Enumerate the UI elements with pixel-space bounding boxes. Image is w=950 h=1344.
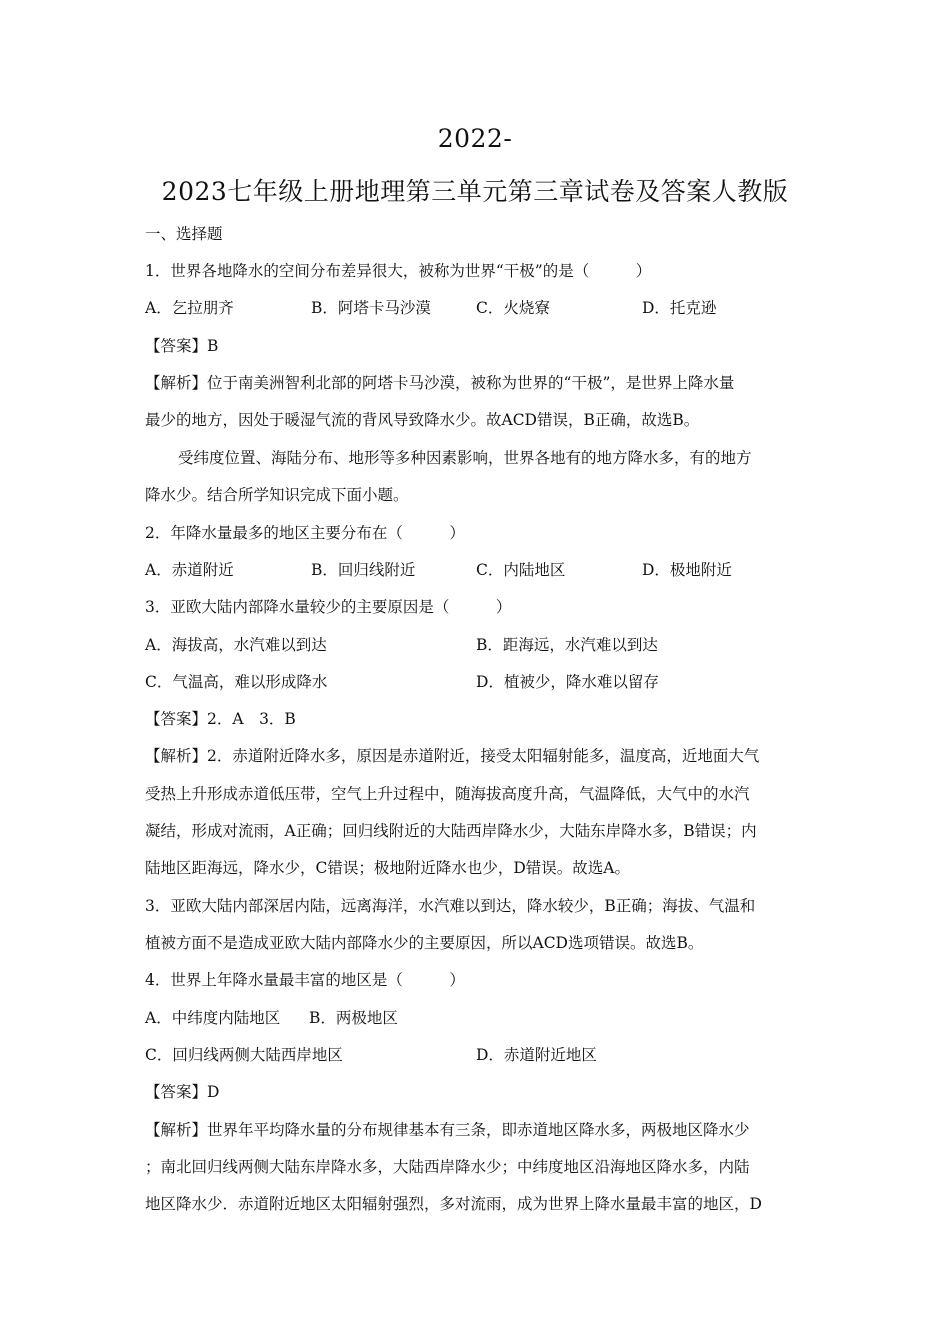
q2-option-b: B．回归线附近 bbox=[311, 561, 416, 579]
q4-option-a: A．中纬度内陆地区 bbox=[145, 1009, 281, 1027]
q2-explanation bbox=[145, 746, 810, 766]
explanation-tag: 【解析】 bbox=[145, 747, 208, 765]
q2-option-c: C．内陆地区 bbox=[476, 561, 566, 579]
q4-option-b: B．两极地区 bbox=[309, 1009, 398, 1027]
q1-explanation-line2: 最少的地方，因处于暖湿气流的背风导致降水少。故ACD错误，B正确，故选B。 bbox=[145, 411, 700, 429]
explanation-text: 2．赤道附近降水多，原因是赤道附近，接受太阳辐射能多，温度高，近地面大气 bbox=[207, 747, 760, 765]
q3-option-c: C．气温高，难以形成降水 bbox=[145, 673, 328, 691]
answer-text: 2．A 3．B bbox=[207, 710, 296, 728]
answer-tag: 【答案】 bbox=[145, 337, 208, 355]
q1-explanation bbox=[145, 373, 810, 393]
answer-text: B bbox=[207, 337, 219, 355]
doc-title-line1: 2022- bbox=[437, 124, 513, 153]
q4-explanation bbox=[145, 1120, 810, 1140]
q1-option-b: B．阿塔卡马沙漠 bbox=[311, 299, 431, 317]
q3-option-d: D．植被少，降水难以留存 bbox=[476, 673, 659, 691]
explanation-text: 位于南美洲智利北部的阿塔卡马沙漠，被称为世界的“干极”，是世界上降水量 bbox=[207, 374, 735, 392]
doc-title-line2: 2023七年级上册地理第三单元第三章试卷及答案人教版 bbox=[161, 177, 789, 206]
q4-explanation-line3: 地区降水少．赤道附近地区太阳辐射强烈，多对流雨，成为世界上降水量最丰富的地区，D bbox=[145, 1195, 762, 1213]
answer-text: D bbox=[207, 1083, 220, 1101]
section-heading: 一、选择题 bbox=[145, 225, 223, 243]
q2-option-a: A．赤道附近 bbox=[145, 561, 234, 579]
q1-answer bbox=[145, 336, 810, 356]
q1-stem: 1．世界各地降水的空间分布差异很大，被称为世界“干极”的是（ ） bbox=[145, 262, 652, 280]
answer-tag: 【答案】 bbox=[145, 1083, 208, 1101]
explanation-tag: 【解析】 bbox=[145, 1121, 208, 1139]
q4-option-c: C．回归线两侧大陆西岸地区 bbox=[145, 1046, 343, 1064]
q23-answer bbox=[145, 709, 810, 729]
q1-option-d: D．托克逊 bbox=[642, 299, 717, 317]
q1-option-a: A．乞拉朋齐 bbox=[145, 299, 234, 317]
q4-answer bbox=[145, 1082, 810, 1102]
q2-explanation-line2: 受热上升形成赤道低压带，空气上升过程中，随海拔高度升高，气温降低，大气中的水汽 bbox=[145, 785, 750, 803]
q4-explanation-line2: ；南北回归线两侧大陆东岸降水多，大陆西岸降水少；中纬度地区沿海地区降水多，内陆 bbox=[145, 1158, 750, 1176]
q2-stem: 2．年降水量最多的地区主要分布在（ ） bbox=[145, 524, 465, 542]
explanation-tag: 【解析】 bbox=[145, 374, 208, 392]
q3-explanation-line2: 植被方面不是造成亚欧大陆内部降水少的主要原因，所以ACD选项错误。故选B。 bbox=[145, 934, 704, 952]
q2-explanation-line4: 陆地区距海远，降水少，C错误；极地附近降水也少，D错误。故选A。 bbox=[145, 859, 630, 877]
q3-option-a: A．海拔高，水汽难以到达 bbox=[145, 636, 327, 654]
q2-explanation-line3: 凝结，形成对流雨，A正确；回归线附近的大陆西岸降水少，大陆东岸降水多，B错误；内 bbox=[145, 822, 757, 840]
group-intro-line2: 降水少。结合所学知识完成下面小题。 bbox=[145, 486, 409, 504]
q3-stem: 3．亚欧大陆内部降水量较少的主要原因是（ ） bbox=[145, 598, 512, 616]
q2-option-d: D．极地附近 bbox=[642, 561, 732, 579]
q4-stem: 4．世界上年降水量最丰富的地区是（ ） bbox=[145, 971, 465, 989]
q3-option-b: B．距海远，水汽难以到达 bbox=[476, 636, 658, 654]
q1-option-c: C．火烧寮 bbox=[476, 299, 550, 317]
explanation-text: 世界年平均降水量的分布规律基本有三条，即赤道地区降水多，两极地区降水少 bbox=[207, 1121, 750, 1139]
answer-tag: 【答案】 bbox=[145, 710, 208, 728]
group-intro-line1: 受纬度位置、海陆分布、地形等多种因素影响，世界各地有的地方降水多，有的地方 bbox=[178, 449, 752, 467]
q3-explanation-line1: 3．亚欧大陆内部深居内陆，远离海洋，水汽难以到达，降水较少，B正确；海拔、气温和 bbox=[145, 897, 756, 915]
q4-option-d: D．赤道附近地区 bbox=[476, 1046, 597, 1064]
